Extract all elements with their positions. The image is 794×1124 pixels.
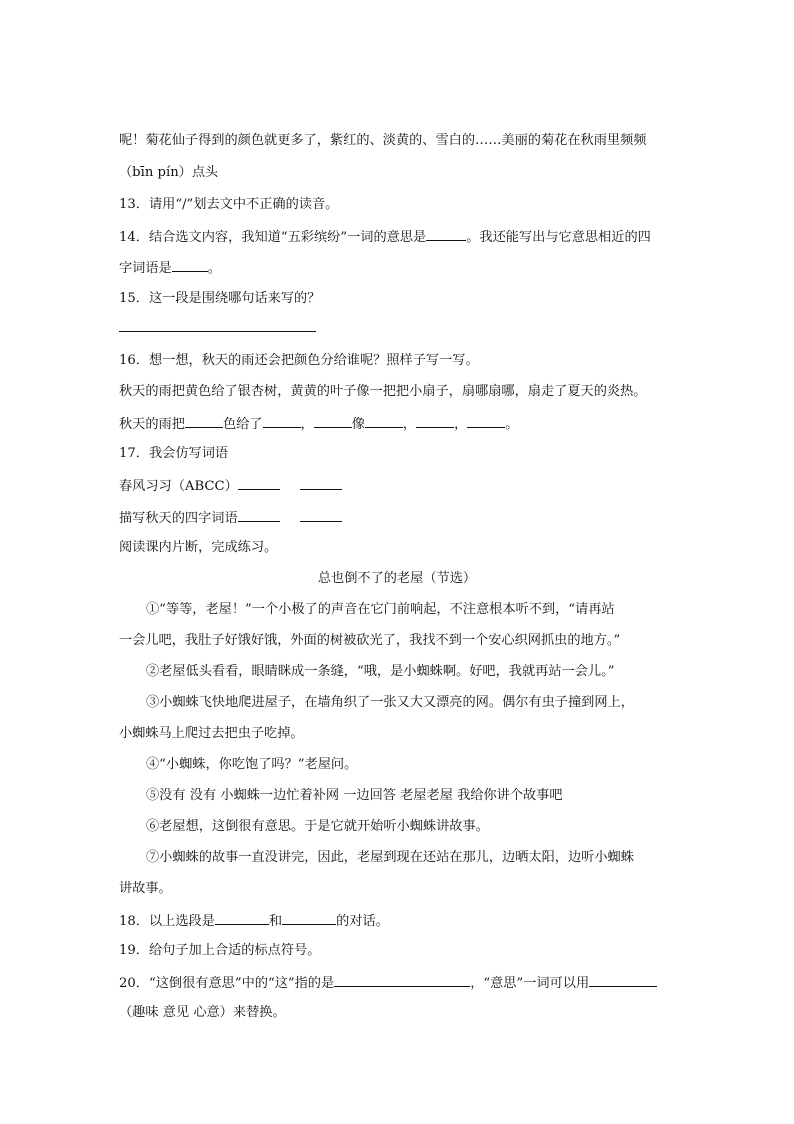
passage-paragraph: 一会儿吧，我肚子好饿好饿，外面的树被砍光了，我找不到一个安心织网抓虫的地方。”	[119, 633, 621, 648]
passage-paragraph: ④“小蜘蛛，你吃饱了吗？”老屋问。	[146, 757, 358, 772]
question-17-row	[119, 476, 342, 496]
question-text: 字词语是	[119, 261, 172, 276]
answer-blank[interactable]	[467, 414, 505, 428]
answer-blank[interactable]	[238, 476, 280, 490]
passage-paragraph: ①“等等，老屋！”一个小极了的声音在它门前响起，不注意根本听不到，“请再站	[146, 602, 615, 617]
question-text: ，	[402, 417, 417, 432]
answer-blank[interactable]	[172, 258, 208, 272]
passage-paragraph: 讲故事。	[119, 881, 172, 896]
question-text: 秋天的雨把	[119, 417, 185, 432]
question-text: 14．结合选文内容，我知道“五彩缤纷”一词的意思是	[119, 230, 427, 245]
answer-blank[interactable]	[300, 476, 342, 490]
question-text: 20．“这倒很有意思”中的“这”指的是	[119, 976, 335, 991]
question-20-options: （趣味 意见 心意）来替换。	[119, 1005, 286, 1020]
passage-paragraph: ⑦小蜘蛛的故事一直没讲完，因此，老屋到现在还站在那儿，边晒太阳，边听小蜘蛛	[146, 850, 634, 865]
question-text: ，	[454, 417, 468, 432]
question-text: 和	[268, 914, 283, 929]
question-16: 16．想一想，秋天的雨还会把颜色分给谁呢？照样子写一写。	[119, 353, 479, 368]
reading-intro: 阅读课内片断，完成练习。	[119, 540, 278, 555]
question-text: 描写秋天的四字词语	[119, 511, 238, 526]
passage-paragraph: 小蜘蛛马上爬过去把虫子吃掉。	[119, 726, 304, 741]
answer-blank[interactable]	[426, 227, 466, 241]
question-text: ，	[300, 417, 314, 432]
question-17: 17．我会仿写词语	[119, 446, 229, 461]
answer-blank[interactable]	[282, 911, 336, 925]
question-18	[119, 911, 389, 931]
answer-blank[interactable]	[215, 911, 269, 925]
question-text: 色给了	[222, 417, 263, 432]
passage-title: 总也倒不了的老屋（节选）	[317, 571, 477, 586]
question-text: 。	[505, 417, 519, 432]
answer-blank[interactable]	[238, 508, 280, 522]
passage-paragraph: ②老屋低头看看，眼睛眯成一条缝，“哦，是小蜘蛛啊。好吧，我就再站一会儿。”	[146, 664, 615, 679]
answer-blank[interactable]	[365, 414, 403, 428]
question-16-fill	[119, 414, 518, 434]
question-15: 15．这一段是围绕哪句话来写的？	[119, 291, 321, 306]
passage-text-line: 呢！菊花仙子得到的颜色就更多了，紫红的、淡黄的、雪白的……美丽的菊花在秋雨里频频	[119, 133, 647, 148]
question-text: 18．以上选段是	[119, 914, 215, 929]
answer-blank[interactable]	[589, 973, 657, 987]
answer-blank[interactable]	[314, 414, 352, 428]
question-14-continued	[119, 258, 221, 278]
question-text: 春风习习（ABCC）	[119, 479, 238, 494]
question-20	[119, 973, 657, 993]
question-13: 13．请用“/”划去文中不正确的读音。	[119, 197, 339, 212]
question-text: 的对话。	[336, 914, 389, 929]
answer-blank[interactable]	[416, 414, 454, 428]
question-14	[119, 227, 651, 247]
passage-paragraph: ⑥老屋想，这倒很有意思。于是它就开始听小蜘蛛讲故事。	[146, 819, 489, 834]
question-text: 。我还能写出与它意思相近的四	[466, 230, 651, 245]
passage-text-line: （bīn pín）点头	[119, 165, 219, 180]
passage-paragraph: ⑤没有 没有 小蜘蛛一边忙着补网 一边回答 老屋老屋 我给你讲个故事吧	[146, 788, 563, 803]
question-19: 19．给句子加上合适的标点符号。	[119, 943, 321, 958]
passage-paragraph: ③小蜘蛛飞快地爬进屋子，在墙角织了一张又大又漂亮的网。偶尔有虫子撞到网上，	[146, 695, 634, 710]
question-text: 。	[207, 261, 221, 276]
question-text: 像	[351, 417, 365, 432]
example-sentence: 秋天的雨把黄色给了银杏树，黄黄的叶子像一把把小扇子，扇哪扇哪，扇走了夏天的炎热。	[119, 384, 647, 399]
answer-blank[interactable]	[263, 414, 301, 428]
answer-line[interactable]	[119, 331, 316, 332]
answer-blank[interactable]	[185, 414, 223, 428]
answer-blank[interactable]	[334, 973, 470, 987]
question-text: ，“意思”一词可以用	[470, 976, 590, 991]
question-17-row	[119, 508, 342, 528]
answer-blank[interactable]	[300, 508, 342, 522]
